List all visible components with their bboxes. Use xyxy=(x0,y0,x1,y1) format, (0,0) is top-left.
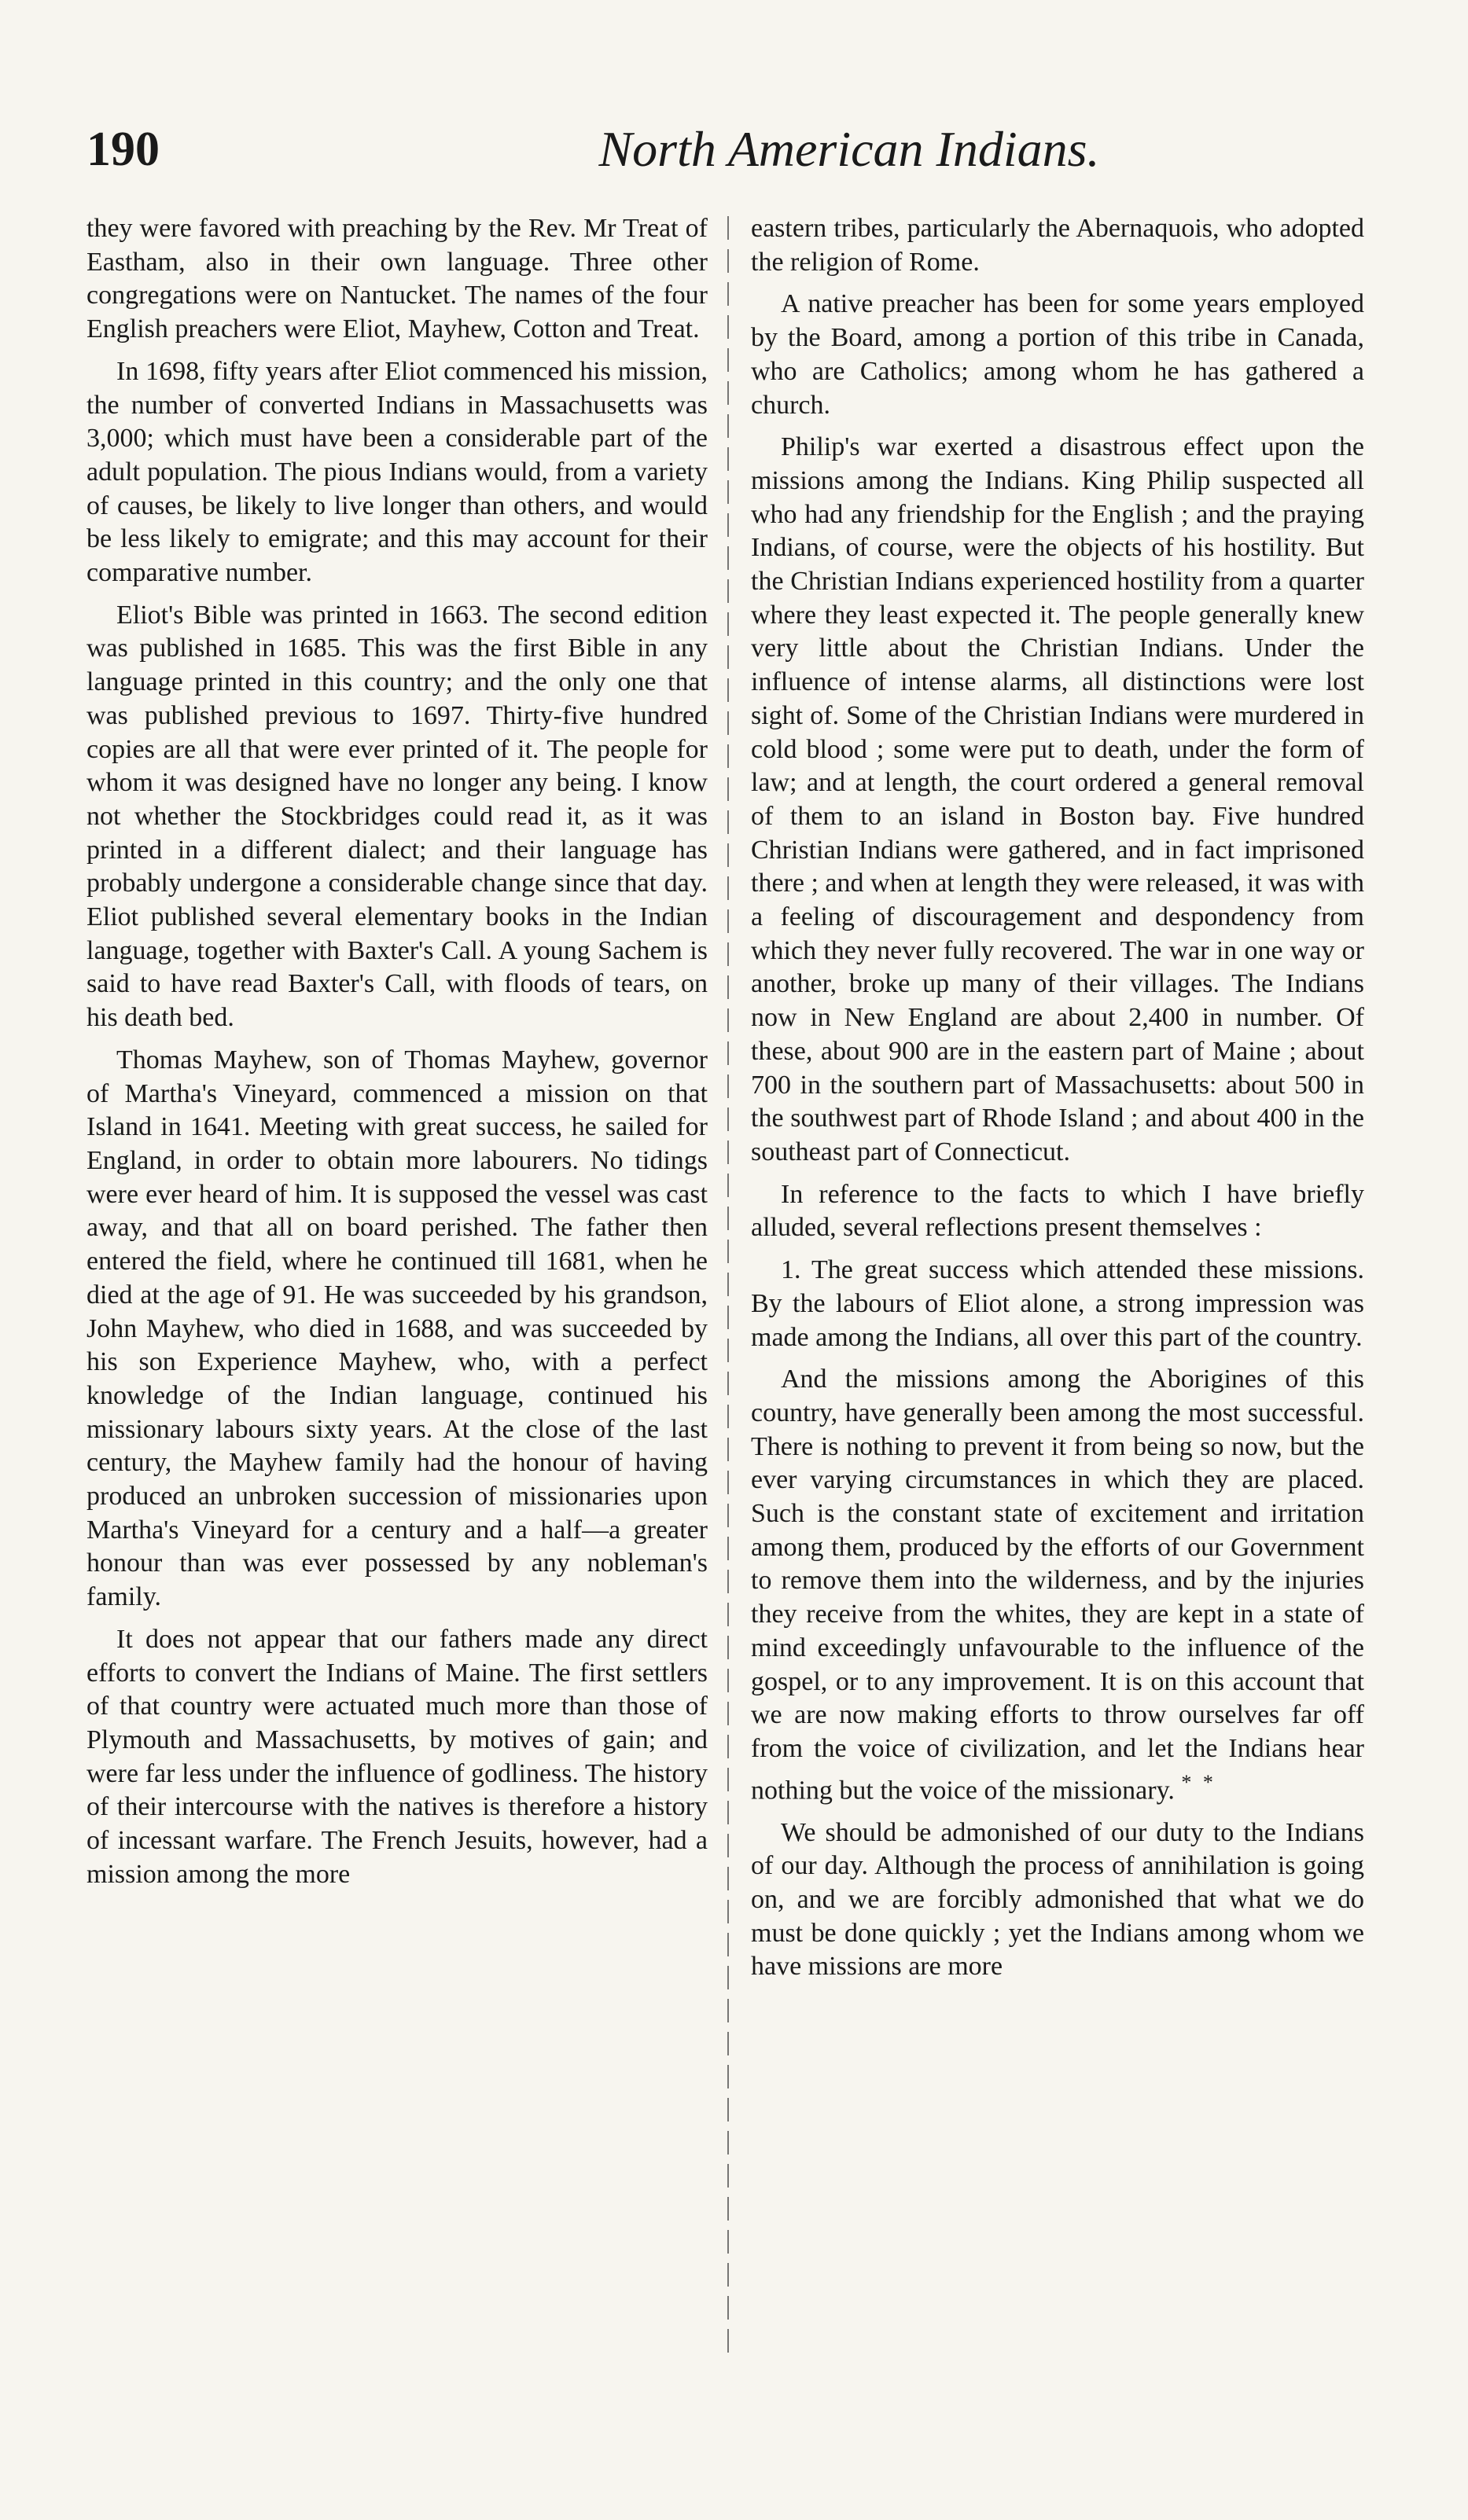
paragraph xyxy=(751,1363,1364,1807)
right-column xyxy=(751,212,1364,1993)
ornament-stars: * * xyxy=(1181,1770,1216,1794)
column-divider xyxy=(727,216,729,2354)
paragraph: Eliot's Bible was printed in 1663. The second edition was published in 1685. This was the first Bible in any language printed in this country; and the only one that was published previous to 1697. Thirty-five hundred copies are all that were ever printed of it. The people for whom it was designed have no longer any being. I know not whether the Stockbridges could read it, as it was printed in a different dialect; and their language has probably undergone a considerable change since that day. Eliot published several elementary books in the Indian language, together with Baxter's Call. A young Sachem is said to have read Baxter's Call, with floods of tears, on his death bed. xyxy=(86,600,708,1033)
page-number: 190 xyxy=(86,123,160,176)
paragraph: Philip's war exerted a disastrous effect upon the missions among the Indians. King Philip suspected all who had any friendship for the English ; and the praying Indians, of course, were the objects of his hostility. But the Christian Indians experienced hostility from a quarter where they least expected it. The people generally knew very little about the Christian Indians. Under the influence of intense alarms, all distinctions were lost sight of. Some of the Christian Indians were murdered in cold blood ; some were put to death, under the form of law; and at length, the court ordered a general removal of them to an island in Boston bay. Five hundred Christian Indians were gathered, and in fact imprisoned there ; and when at length they were released, it was with a feeling of discouragement and despondency from which they never fully recovered. The war in one way or another, broke up many of their villages. The Indians now in New England are about 2,400 in number. Of these, about 900 are in the eastern part of Maine ; about 700 in the southern part of Massachusetts: about 500 in the southwest part of Rhode Island ; and about 400 in the southeast part of Connecticut. xyxy=(751,432,1364,1166)
left-column xyxy=(86,212,708,1900)
paragraph: Thomas Mayhew, son of Thomas Mayhew, governor of Martha's Vineyard, commenced a mission on that Island in 1641. Meeting with great success, he sailed for England, in order to obtain more labourers. No tidings were ever heard of him. It is supposed the vessel was cast away, and that all on board perished. The father then entered the field, where he continued till 1681, when he died at the age of 91. He was succeeded by his grandson, John Mayhew, who died in 1688, and was succeeded by his son Experience Mayhew, who, with a perfect knowledge of the Indian language, continued his missionary labours sixty years. At the close of the last century, the Mayhew family had the honour of having produced an unbroken succession of missionaries upon Martha's Vineyard for a century and a half—a greater honour than was ever possessed by any nobleman's family. xyxy=(86,1045,708,1612)
page-header xyxy=(86,118,1392,181)
paragraph: It does not appear that our fathers made any direct efforts to convert the Indians of Maine. The first settlers of that country were actuated much more than those of Plymouth and Massachusetts, by motives of gain; and were far less under the influence of godliness. The history of their intercourse with the natives is therefore a history of incessant warfare. The French Jesuits, however, had a mission among the more xyxy=(86,1624,708,1889)
paragraph: In reference to the facts to which I have briefly alluded, several reflections present themselves : xyxy=(751,1179,1364,1243)
paragraph: eastern tribes, particularly the Abernaquois, who adopted the religion of Rome. xyxy=(751,214,1364,277)
paragraph-text: And the missions among the Aborigines of this country, have generally been among the most successful. There is nothing to prevent it from being so now, but the ever varying circumstances in which they are placed. Such is the constant state of excitement and irritation among them, produced by the efforts of our Government to remove them into the wilderness, and by the injuries they receive from the whites, they are kept in a state of mind exceedingly unfavourable to the influence of the gospel, or to any improvement. It is on this account that we are now making efforts to throw ourselves far off from the voice of civilization, and let the Indians hear nothing but the voice of the missionary. xyxy=(751,1365,1364,1805)
running-title: North American Indians. xyxy=(598,121,1100,177)
paragraph: 1. The great success which attended these missions. By the labours of Eliot alone, a strong impression was made among the Indians, all over this part of the country. xyxy=(751,1255,1364,1352)
paragraph: they were favored with preaching by the Rev. Mr Treat of Eastham, also in their own language. Three other congregations were on Nantucket. The names of the four English preachers were Eliot, Mayhew, Cotton and Treat. xyxy=(86,214,708,344)
paragraph: In 1698, fifty years after Eliot commenced his mission, the number of converted Indians in Massachusetts was 3,000; which must have been a considerable part of the adult population. The pious Indians would, from a variety of causes, be likely to live longer than others, and would be less likely to emigrate; and this may account for their comparative number. xyxy=(86,356,708,588)
paragraph: We should be admonished of our duty to the Indians of our day. Although the process of annihilation is going on, and we are forcibly admonished that what we do must be done quickly ; yet the Indians among whom we have missions are more xyxy=(751,1817,1364,1982)
paragraph: A native preacher has been for some years employed by the Board, among a portion of this tribe in Canada, who are Catholics; among whom he has gathered a church. xyxy=(751,289,1364,420)
